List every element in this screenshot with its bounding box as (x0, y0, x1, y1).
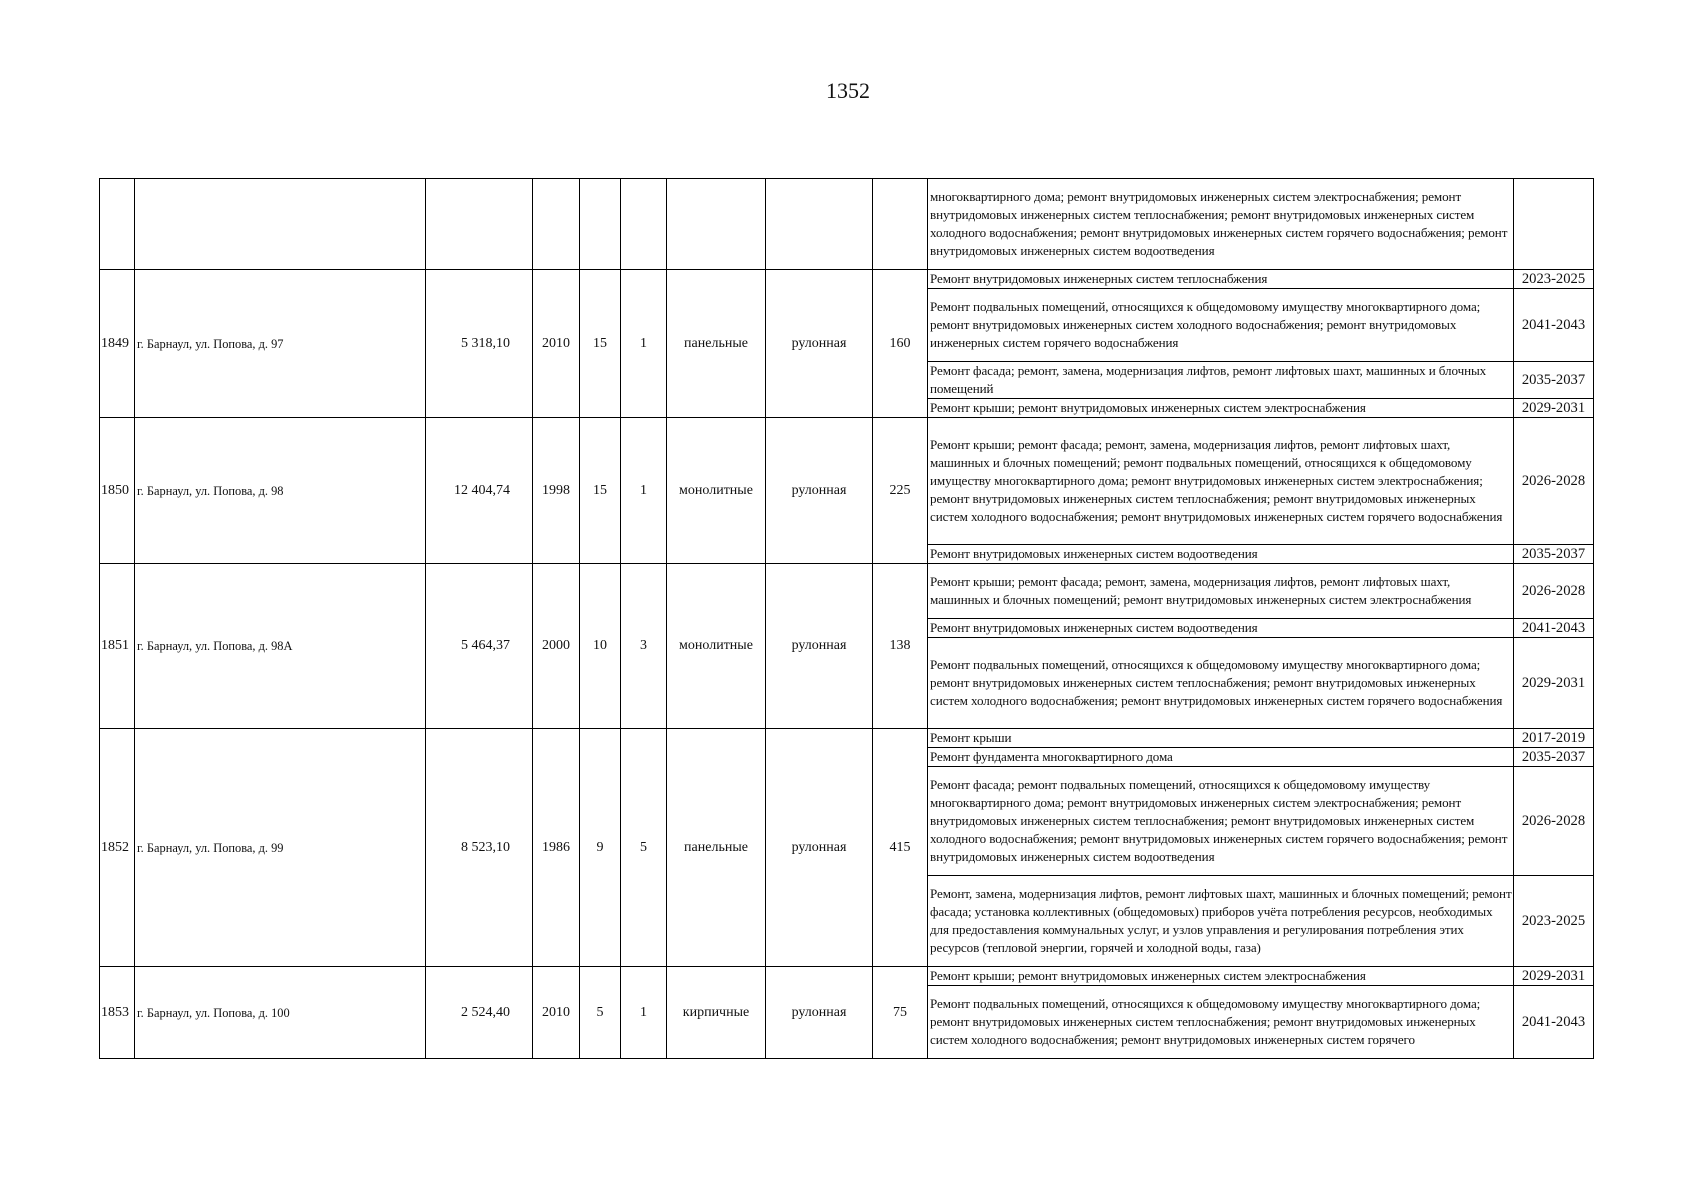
work-description: Ремонт фасада; ремонт подвальных помещений, относящихся к общедомовому имуществу многоквартирного дома; ремонт внутридомовых инженерных систем электроснабжения; ремонт внутридомовых инженерных систем теплоснабжения; ремонт внутридомовых инженерных систем холодного водоснабжения; ремонт внутридомовых инженерных систем горячего водоснабжения; ремонт внутридомовых инженерных систем водоотведения (928, 767, 1514, 876)
cell-empty (135, 179, 426, 270)
entrances-count: 1 (621, 270, 667, 418)
build-year: 2000 (533, 564, 580, 729)
floors-count: 9 (580, 729, 621, 967)
work-description: Ремонт внутридомовых инженерных систем водоотведения (928, 545, 1514, 564)
table-row-continuation (100, 179, 1594, 270)
work-description: Ремонт подвальных помещений, относящихся к общедомовому имуществу многоквартирного дома; ремонт внутридомовых инженерных систем теплоснабжения; ремонт внутридомовых инженерных систем холодного водоснабжения; ремонт внутридомовых инженерных систем горячего водоснабжения (928, 638, 1514, 729)
floors-count: 15 (580, 270, 621, 418)
work-years: 2026-2028 (1514, 564, 1594, 619)
residents-count: 160 (873, 270, 928, 418)
house-address: г. Барнаул, ул. Попова, д. 98 (135, 418, 426, 564)
total-area: 2 524,40 (426, 967, 533, 1059)
wall-material: панельные (667, 729, 766, 967)
work-description: Ремонт внутридомовых инженерных систем водоотведения (928, 619, 1514, 638)
work-years: 2041-2043 (1514, 619, 1594, 638)
repair-schedule-table (99, 178, 1594, 1059)
work-years: 2017-2019 (1514, 729, 1594, 748)
work-years: 2035-2037 (1514, 545, 1594, 564)
work-description: Ремонт крыши; ремонт фасада; ремонт, замена, модернизация лифтов, ремонт лифтовых шахт, машинных и блочных помещений; ремонт подвальных помещений, относящихся к общедомовому имуществу многоквартирного дома; ремонт внутридомовых инженерных систем электроснабжения; ремонт внутридомовых инженерных систем теплоснабжения; ремонт внутридомовых инженерных систем холодного водоснабжения; ремонт внутридомовых инженерных систем горячего водоснабжения (928, 418, 1514, 545)
residents-count: 415 (873, 729, 928, 967)
table-row (100, 564, 1594, 619)
work-years: 2029-2031 (1514, 967, 1594, 986)
work-years: 2026-2028 (1514, 767, 1594, 876)
wall-material: монолитные (667, 418, 766, 564)
work-description: Ремонт крыши; ремонт фасада; ремонт, замена, модернизация лифтов, ремонт лифтовых шахт, машинных и блочных помещений; ремонт внутридомовых инженерных систем электроснабжения (928, 564, 1514, 619)
entrances-count: 5 (621, 729, 667, 967)
total-area: 12 404,74 (426, 418, 533, 564)
page-number: 1352 (826, 78, 870, 103)
house-address: г. Барнаул, ул. Попова, д. 100 (135, 967, 426, 1059)
wall-material: монолитные (667, 564, 766, 729)
residents-count: 138 (873, 564, 928, 729)
work-years: 2029-2031 (1514, 638, 1594, 729)
cell-empty (766, 179, 873, 270)
floors-count: 10 (580, 564, 621, 729)
build-year: 1998 (533, 418, 580, 564)
roof-type: рулонная (766, 967, 873, 1059)
row-number: 1849 (100, 270, 135, 418)
cell-empty (426, 179, 533, 270)
entrances-count: 3 (621, 564, 667, 729)
floors-count: 15 (580, 418, 621, 564)
work-description: Ремонт подвальных помещений, относящихся к общедомовому имуществу многоквартирного дома; ремонт внутридомовых инженерных систем теплоснабжения; ремонт внутридомовых инженерных систем холодного водоснабжения; ремонт внутридомовых инженерных систем горячего (928, 986, 1514, 1059)
row-number: 1852 (100, 729, 135, 967)
house-address: г. Барнаул, ул. Попова, д. 99 (135, 729, 426, 967)
house-address: г. Барнаул, ул. Попова, д. 97 (135, 270, 426, 418)
roof-type: рулонная (766, 270, 873, 418)
work-years: 2026-2028 (1514, 418, 1594, 545)
build-year: 1986 (533, 729, 580, 967)
wall-material: кирпичные (667, 967, 766, 1059)
roof-type: рулонная (766, 564, 873, 729)
work-years: 2035-2037 (1514, 362, 1594, 399)
residents-count: 75 (873, 967, 928, 1059)
floors-count: 5 (580, 967, 621, 1059)
work-years: 2035-2037 (1514, 748, 1594, 767)
wall-material: панельные (667, 270, 766, 418)
cell-empty (580, 179, 621, 270)
house-address: г. Барнаул, ул. Попова, д. 98А (135, 564, 426, 729)
row-number: 1851 (100, 564, 135, 729)
table-row (100, 729, 1594, 748)
work-years: 2041-2043 (1514, 986, 1594, 1059)
work-description: Ремонт подвальных помещений, относящихся к общедомовому имуществу многоквартирного дома; ремонт внутридомовых инженерных систем холодного водоснабжения; ремонт внутридомовых инженерных систем горячего водоснабжения (928, 289, 1514, 362)
work-description: Ремонт фундамента многоквартирного дома (928, 748, 1514, 767)
work-years: 2023-2025 (1514, 270, 1594, 289)
cell-empty (100, 179, 135, 270)
entrances-count: 1 (621, 967, 667, 1059)
row-number: 1853 (100, 967, 135, 1059)
total-area: 5 464,37 (426, 564, 533, 729)
work-years: 2029-2031 (1514, 399, 1594, 418)
build-year: 2010 (533, 270, 580, 418)
work-years: 2023-2025 (1514, 876, 1594, 967)
build-year: 2010 (533, 967, 580, 1059)
table-row (100, 270, 1594, 289)
row-number: 1850 (100, 418, 135, 564)
work-description: Ремонт внутридомовых инженерных систем теплоснабжения (928, 270, 1514, 289)
work-years: 2041-2043 (1514, 289, 1594, 362)
work-description: Ремонт крыши; ремонт внутридомовых инженерных систем электроснабжения (928, 967, 1514, 986)
work-description: Ремонт крыши; ремонт внутридомовых инженерных систем электроснабжения (928, 399, 1514, 418)
cell-empty (873, 179, 928, 270)
cell-empty (667, 179, 766, 270)
roof-type: рулонная (766, 418, 873, 564)
work-description: Ремонт фасада; ремонт, замена, модернизация лифтов, ремонт лифтовых шахт, машинных и блочных помещений (928, 362, 1514, 399)
residents-count: 225 (873, 418, 928, 564)
total-area: 5 318,10 (426, 270, 533, 418)
table-row (100, 418, 1594, 545)
work-description: Ремонт, замена, модернизация лифтов, ремонт лифтовых шахт, машинных и блочных помещений; ремонт фасада; установка коллективных (общедомовых) приборов учёта потребления ресурсов, необходимых для предоставления коммунальных услуг, и узлов управления и регулирования потребления этих ресурсов (тепловой энергии, горячей и холодной воды, газа) (928, 876, 1514, 967)
cell-empty (621, 179, 667, 270)
cell-empty (1514, 179, 1594, 270)
work-description: многоквартирного дома; ремонт внутридомовых инженерных систем электроснабжения; ремонт внутридомовых инженерных систем теплоснабжения; ремонт внутридомовых инженерных систем холодного водоснабжения; ремонт внутридомовых инженерных систем горячего водоснабжения; ремонт внутридомовых инженерных систем водоотведения (928, 179, 1514, 270)
total-area: 8 523,10 (426, 729, 533, 967)
table-row (100, 967, 1594, 986)
roof-type: рулонная (766, 729, 873, 967)
entrances-count: 1 (621, 418, 667, 564)
cell-empty (533, 179, 580, 270)
work-description: Ремонт крыши (928, 729, 1514, 748)
